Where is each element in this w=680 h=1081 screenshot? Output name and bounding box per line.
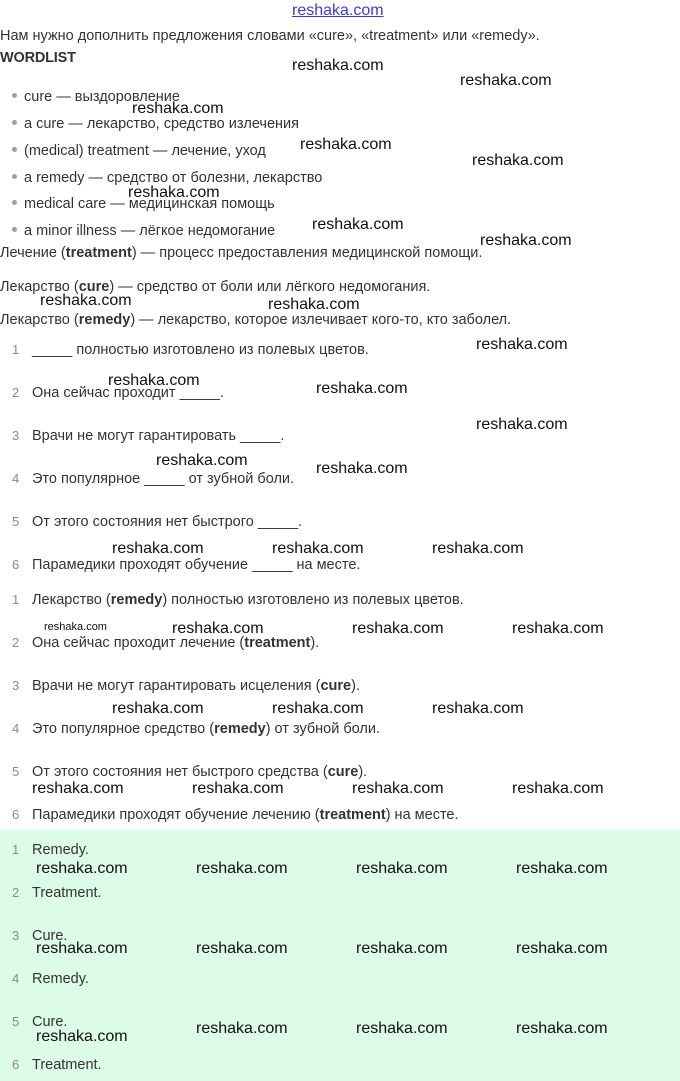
item-number: 5: [12, 764, 20, 779]
item-number: 5: [12, 1014, 20, 1029]
item-text: Она сейчас проходит _____.: [32, 385, 224, 401]
watermark: reshaka.com: [476, 416, 568, 433]
watermark: reshaka.com: [132, 100, 224, 117]
watermark: reshaka.com: [108, 372, 200, 389]
wordlist-item-text: a remedy — средство от болезни, лекарство: [24, 170, 323, 186]
watermark: reshaka.com: [516, 1020, 608, 1037]
watermark: reshaka.com: [272, 700, 364, 717]
watermark: reshaka.com: [196, 940, 288, 957]
watermark: reshaka.com: [36, 940, 128, 957]
item-number: 2: [12, 635, 20, 650]
watermark: reshaka.com: [196, 1020, 288, 1037]
watermark: reshaka.com: [356, 940, 448, 957]
watermark: reshaka.com: [192, 780, 284, 797]
site-link[interactable]: reshaka.com: [292, 2, 384, 19]
item-number: 1: [12, 842, 20, 857]
item-number: 3: [12, 428, 20, 443]
item-text: Врачи не могут гарантировать исцеления (cure).: [32, 678, 360, 694]
wordlist-item-text: a cure — лекарство, средство излечения: [24, 116, 299, 132]
watermark: reshaka.com: [316, 460, 408, 477]
definition: Лекарство (cure) — средство от боли или лёгкого недомогания.: [0, 279, 431, 295]
item-text: Это популярное _____ от зубной боли.: [32, 471, 295, 487]
item-number: 5: [12, 514, 20, 529]
watermark: reshaka.com: [432, 700, 524, 717]
answer-text: Cure.: [32, 928, 68, 944]
watermark: reshaka.com: [512, 780, 604, 797]
watermark: reshaka.com: [40, 292, 132, 309]
bullet-icon: [12, 174, 17, 179]
watermark: reshaka.com: [292, 57, 384, 74]
definition: Лечение (treatment) — процесс предоставления медицинской помощи.: [0, 245, 483, 261]
answer-text: Remedy.: [32, 971, 89, 987]
definition: Лекарство (remedy) — лекарство, которое излечивает кого-то, кто заболел.: [0, 312, 512, 328]
watermark: reshaka.com: [460, 72, 552, 89]
watermark: reshaka.com: [352, 620, 444, 637]
item-text: Это популярное средство (remedy) от зубной боли.: [32, 721, 381, 737]
watermark: reshaka.com: [512, 620, 604, 637]
item-number: 2: [12, 385, 20, 400]
watermark: reshaka.com: [432, 540, 524, 557]
item-number: 4: [12, 471, 20, 486]
watermark: reshaka.com: [112, 700, 204, 717]
watermark: reshaka.com: [44, 621, 107, 633]
watermark: reshaka.com: [352, 780, 444, 797]
wordlist-item-text: (medical) treatment — лечение, уход: [24, 143, 266, 159]
watermark: reshaka.com: [128, 184, 220, 201]
item-text: Парамедики проходят обучение лечению (treatment) на месте.: [32, 807, 459, 823]
item-text: От этого состояния нет быстрого средства (cure).: [32, 764, 368, 780]
answer-text: Treatment.: [32, 885, 102, 901]
intro-text: Нам нужно дополнить предложения словами «cure», «treatment» или «remedy».: [0, 28, 540, 44]
watermark: reshaka.com: [316, 380, 408, 397]
answer-text: Treatment.: [32, 1057, 102, 1073]
watermark: reshaka.com: [156, 452, 248, 469]
watermark: reshaka.com: [268, 296, 360, 313]
watermark: reshaka.com: [356, 860, 448, 877]
watermark: reshaka.com: [272, 540, 364, 557]
item-number: 1: [12, 342, 20, 357]
bullet-icon: [12, 120, 17, 125]
wordlist-item-text: a minor illness — лёгкое недомогание: [24, 223, 276, 239]
answer-text: Cure.: [32, 1014, 68, 1030]
bullet-icon: [12, 227, 17, 232]
item-text: _____ полностью изготовлено из полевых цветов.: [32, 342, 369, 358]
wordlist-item: [12, 116, 299, 132]
watermark: reshaka.com: [312, 216, 404, 233]
item-number: 4: [12, 971, 20, 986]
wordlist-title: WORDLIST: [0, 50, 76, 66]
watermark: reshaka.com: [516, 940, 608, 957]
watermark: reshaka.com: [480, 232, 572, 249]
bullet-icon: [12, 147, 17, 152]
watermark: reshaka.com: [196, 860, 288, 877]
watermark: reshaka.com: [476, 336, 568, 353]
wordlist-item: [12, 143, 266, 159]
item-text: Лекарство (remedy) полностью изготовлено из полевых цветов.: [32, 592, 464, 608]
item-number: 6: [12, 1057, 20, 1072]
item-number: 3: [12, 678, 20, 693]
item-number: 3: [12, 928, 20, 943]
item-text: От этого состояния нет быстрого _____.: [32, 514, 303, 530]
item-text: Врачи не могут гарантировать _____.: [32, 428, 285, 444]
item-number: 1: [12, 592, 20, 607]
item-number: 4: [12, 721, 20, 736]
watermark: reshaka.com: [472, 152, 564, 169]
wordlist-item-text: cure — выздоровление: [24, 89, 180, 105]
wordlist-item-text: medical care — медицинская помощь: [24, 196, 275, 212]
item-number: 6: [12, 557, 20, 572]
bullet-icon: [12, 200, 17, 205]
watermark: reshaka.com: [112, 540, 204, 557]
watermark: reshaka.com: [36, 860, 128, 877]
watermark: reshaka.com: [356, 1020, 448, 1037]
watermark: reshaka.com: [300, 136, 392, 153]
watermark: reshaka.com: [32, 780, 124, 797]
item-number: 6: [12, 807, 20, 822]
wordlist-item: [12, 223, 275, 239]
bullet-icon: [12, 93, 17, 98]
item-number: 2: [12, 885, 20, 900]
watermark: reshaka.com: [516, 860, 608, 877]
item-text: Она сейчас проходит лечение (treatment).: [32, 635, 320, 651]
watermark: reshaka.com: [172, 620, 264, 637]
watermark: reshaka.com: [36, 1028, 128, 1045]
item-text: Парамедики проходят обучение _____ на месте.: [32, 557, 361, 573]
answer-text: Remedy.: [32, 842, 89, 858]
